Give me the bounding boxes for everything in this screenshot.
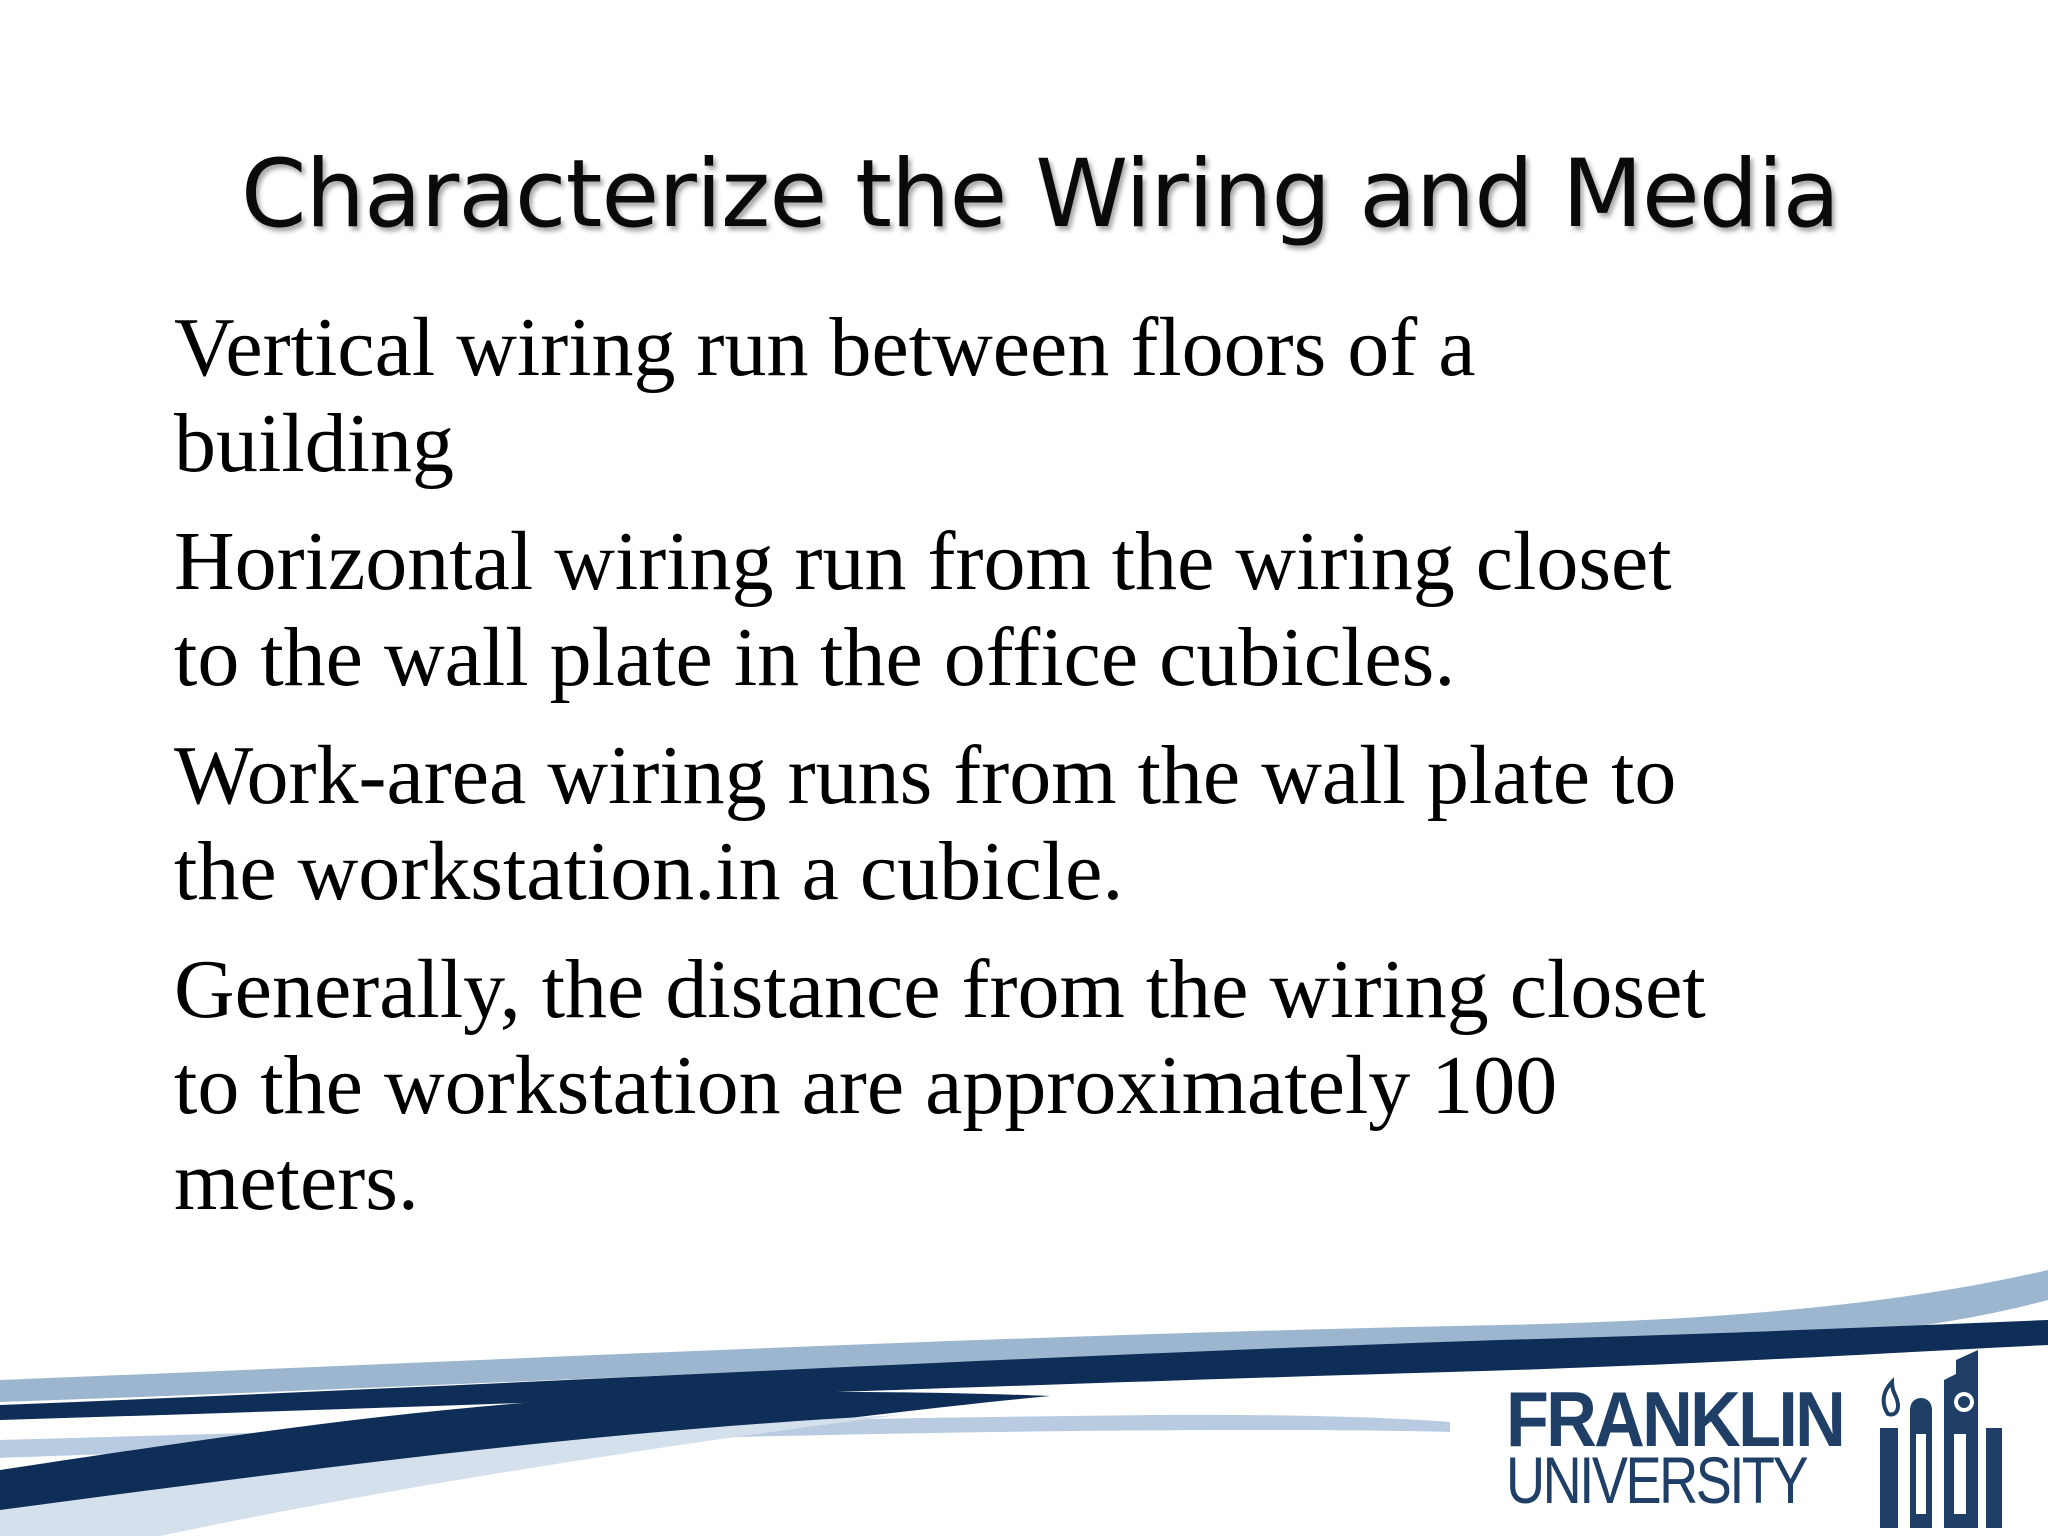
bullet-line: Vertical wiring run between floors of a <box>174 301 1476 394</box>
logo-wordmark-line1: FRANKLIN <box>1506 1375 1844 1463</box>
bullet-line: to the wall plate in the office cubicles. <box>174 611 1456 704</box>
franklin-university-logo <box>1506 1350 2006 1530</box>
bullet-paragraph <box>174 300 1874 492</box>
bullet-line: building <box>174 397 455 490</box>
bullet-line: Work-area wiring runs from the wall plate to <box>174 729 1677 822</box>
bullet-line: Horizontal wiring run from the wiring closet <box>174 515 1672 608</box>
slide-title: Characterize the Wiring and Media <box>240 140 1840 249</box>
building-columns-icon <box>1874 1350 2004 1530</box>
slide-body <box>174 300 1874 1252</box>
bullet-paragraph <box>174 942 1874 1230</box>
bullet-line: meters. <box>174 1135 419 1228</box>
bullet-paragraph <box>174 514 1874 706</box>
bullet-line: to the workstation are approximately 100 <box>174 1039 1558 1132</box>
bullet-paragraph <box>174 728 1874 920</box>
bullet-line: the workstation.in a cubicle. <box>174 825 1124 918</box>
bullet-line: Generally, the distance from the wiring closet <box>174 943 1706 1036</box>
logo-wordmark-line2: UNIVERSITY <box>1506 1443 1807 1517</box>
